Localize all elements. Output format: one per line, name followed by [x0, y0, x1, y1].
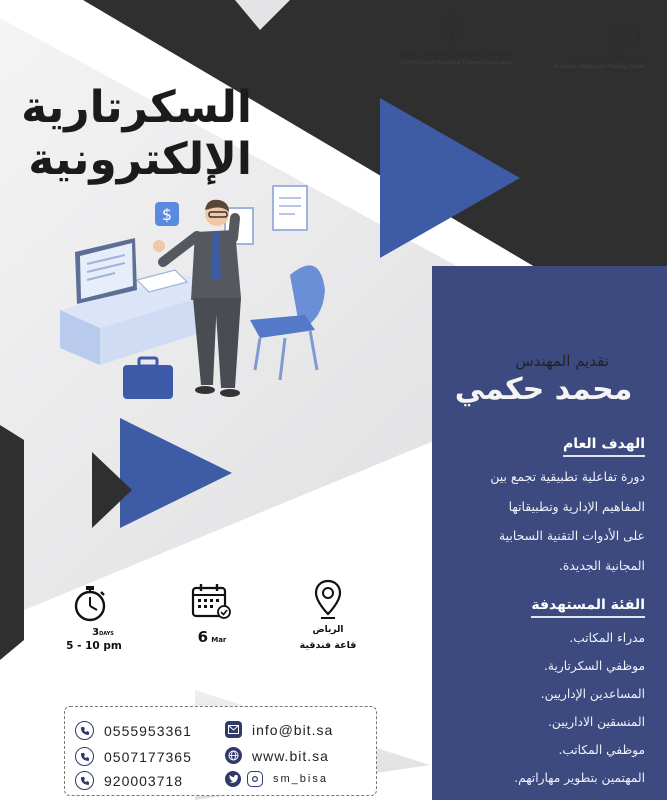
venue-label: قاعة فندقية [299, 640, 357, 651]
social-handle[interactable]: sm_bisa [273, 773, 328, 785]
audience-item: موظفي السكرتارية. [544, 659, 645, 673]
goal-text [435, 462, 645, 580]
audience-item: المهتمين بتطوير مهاراتهم. [514, 771, 645, 785]
email-row[interactable] [225, 721, 333, 738]
certificate-icon [273, 186, 307, 230]
audience-heading [531, 597, 645, 613]
social-row[interactable] [225, 771, 328, 787]
stopwatch-icon [70, 583, 110, 623]
presenter-name: محمد حكمي [454, 372, 633, 407]
date-day: 6 [197, 628, 209, 646]
svg-text:$: $ [161, 205, 173, 224]
briefcase-icon [123, 358, 173, 399]
globe-icon [225, 747, 242, 764]
audience-item: المنسقين الاداريين. [548, 715, 645, 729]
date-month: Mar [211, 636, 227, 644]
instagram-icon [247, 771, 263, 787]
goal-line: دورة تفاعلية تطبيقية تجمع بين [490, 469, 645, 484]
tvtc-org-text [362, 50, 512, 77]
phone-icon [75, 721, 94, 740]
goal-heading-text: الهدف العام [563, 436, 645, 452]
audience-item: المساعدين الإداريين. [540, 687, 645, 701]
calendar-icon [190, 582, 234, 622]
whatsapp-icon [75, 747, 94, 766]
bit-org-text [495, 54, 645, 72]
dollar-badge-icon [155, 202, 179, 226]
phone-number-3[interactable]: 920003718 [104, 772, 184, 789]
email-text[interactable]: info@bit.sa [252, 721, 334, 738]
presenter-label: تقديم المهندس [515, 352, 609, 370]
goal-underline [563, 455, 645, 457]
bit-name-en: Business Intelligence Training Center [554, 64, 645, 70]
goal-heading [563, 436, 645, 452]
phone-row-2[interactable] [75, 747, 192, 766]
audience-item: مدراء المكاتب. [569, 631, 645, 645]
bit-name-ar: مركز ذكاء الأعمال للتدريب [567, 54, 645, 62]
contact-box [64, 706, 377, 796]
audience-item: موظفي المكاتب. [558, 743, 645, 757]
phone-icon [75, 771, 94, 790]
chair-icon [250, 265, 325, 380]
tvtc-number: 170848534 [410, 68, 464, 76]
goal-line: على الأدوات التقنية السحابية [499, 528, 645, 543]
city-label: الرياض [312, 625, 344, 635]
bit-logo-icon [604, 22, 644, 52]
email-icon [225, 721, 242, 738]
phone-number-1[interactable]: 0555953361 [104, 722, 192, 739]
audience-heading-text: الفئة المستهدفة [531, 597, 645, 613]
course-title-line2: الإلكترونية [28, 134, 252, 185]
twitter-icon [225, 771, 241, 787]
phone-row-1[interactable] [75, 721, 192, 740]
tvtc-name-en: Technical and Vocational Training Corporation [400, 60, 512, 66]
website-row[interactable] [225, 747, 329, 764]
tvtc-name-ar: المؤسسة العامة للتدريب التقني والمهني [395, 50, 512, 58]
left-dark-strip [0, 425, 24, 660]
office-illustration [55, 180, 345, 405]
website-text[interactable]: www.bit.sa [252, 747, 329, 764]
date-label [192, 628, 232, 646]
duration-number: 3 [92, 627, 100, 638]
location-pin-icon [313, 578, 343, 620]
tvtc-logo-icon [437, 12, 467, 48]
audience-underline [531, 616, 645, 618]
goal-line: المفاهيم الإدارية وتطبيقاتها [508, 498, 645, 514]
phone-row-3[interactable] [75, 771, 183, 790]
time-label: 5 - 10 pm [66, 640, 122, 652]
course-title-line1: السكرتارية [21, 82, 252, 133]
goal-line: المجانية الجديدة. [558, 557, 645, 573]
phone-number-2[interactable]: 0507177365 [104, 748, 192, 765]
duration-label [88, 627, 118, 638]
duration-unit: DAYS [99, 631, 114, 637]
